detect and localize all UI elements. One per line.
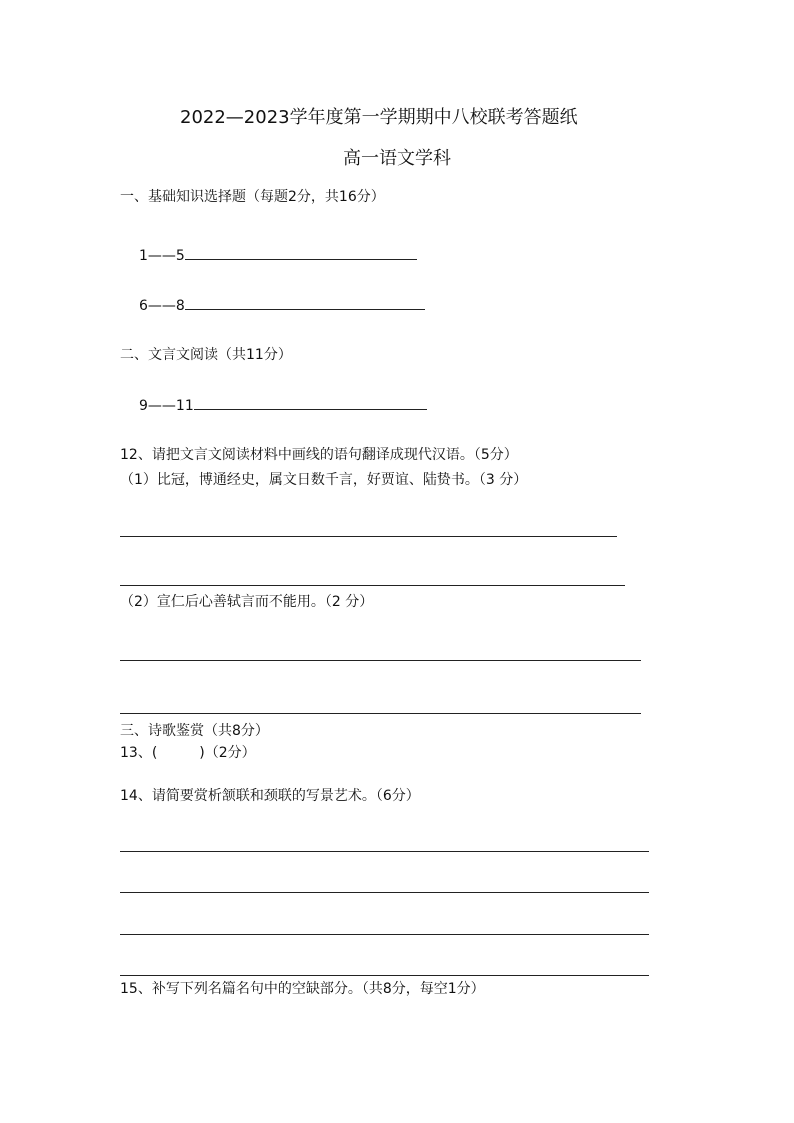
answer-row-1-5 [139,247,417,265]
answer-blank-9-11[interactable] [194,397,427,410]
q14-answer-line-2[interactable] [120,892,649,893]
q12-part2: （2）宣仁后心善轼言而不能用。（2 分） [120,594,374,610]
q15-prompt: 15、补写下列名篇名句中的空缺部分。（共8分，每空1分） [120,981,485,997]
subject-title: 高一语文学科 [343,148,451,169]
q14-answer-line-4[interactable] [120,975,649,976]
answer-row-label: 6——8 [139,298,185,314]
q12-part2-answer-line-1[interactable] [120,660,641,661]
answer-row-9-11 [139,397,427,415]
q12-part1-answer-line-1[interactable] [120,536,617,537]
page-title: 2022—2023学年度第一学期期中八校联考答题纸 [180,107,578,128]
q12-part1-answer-line-2[interactable] [120,585,625,586]
q14-prompt: 14、请简要赏析颔联和颈联的写景艺术。（6分） [120,788,420,804]
section2-heading: 二、文言文阅读（共11分） [120,347,292,363]
q13-prompt[interactable]: 13、( )（2分） [120,745,256,761]
q12-prompt: 12、请把文言文阅读材料中画线的语句翻译成现代汉语。（5分） [120,447,518,463]
answer-blank-6-8[interactable] [185,297,425,310]
q12-part2-answer-line-2[interactable] [120,713,641,714]
answer-row-label: 9——11 [139,398,194,414]
answer-row-6-8 [139,297,425,315]
q14-answer-line-3[interactable] [120,934,649,935]
answer-row-label: 1——5 [139,248,185,264]
q12-part1: （1）比冠，博通经史，属文日数千言，好贾谊、陆贽书。（3 分） [120,472,528,488]
section3-heading: 三、诗歌鉴赏（共8分） [120,723,269,739]
answer-blank-1-5[interactable] [185,247,417,260]
q14-answer-line-1[interactable] [120,851,649,852]
section1-heading: 一、基础知识选择题（每题2分，共16分） [120,189,385,205]
